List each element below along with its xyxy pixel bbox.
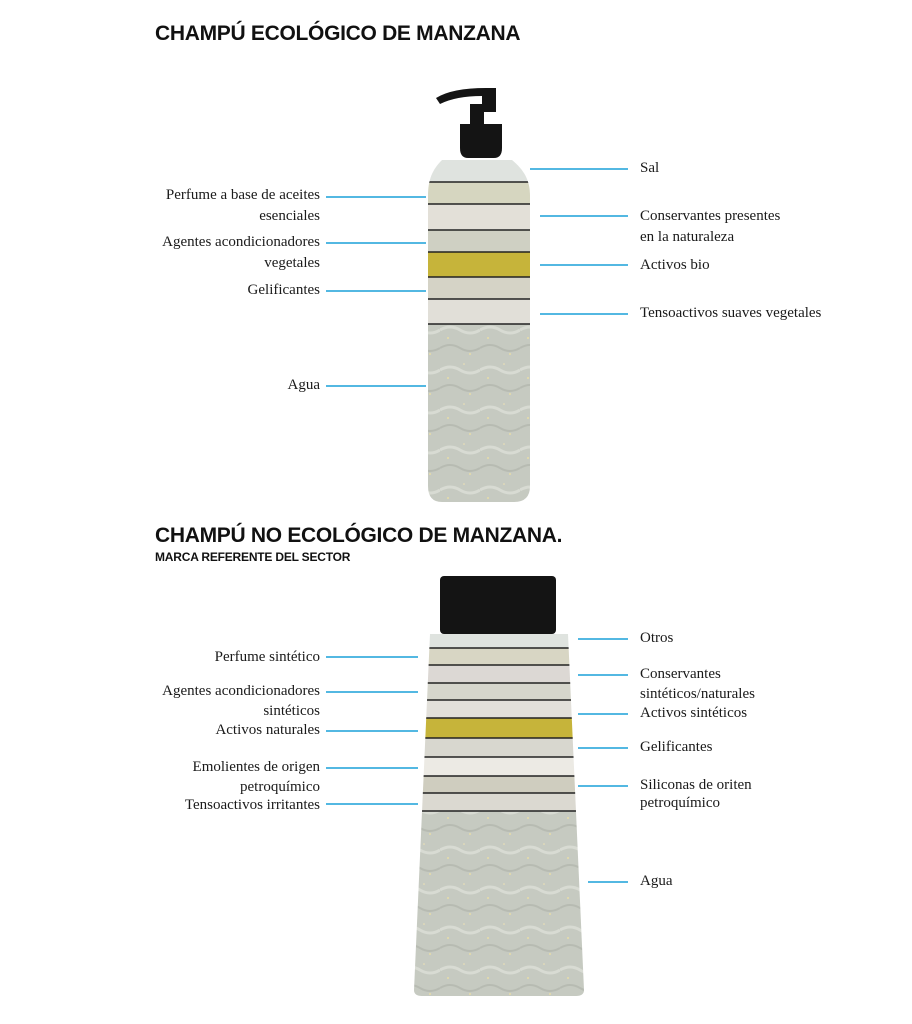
label-agua-noeco: Agua: [640, 873, 673, 889]
label-siliconas-l1: Siliconas de oriten: [640, 777, 752, 793]
label-conservantes-l2: en la naturaleza: [640, 229, 735, 245]
label-agua: Agua: [287, 377, 320, 393]
label-activos-sinteticos: Activos sintéticos: [640, 705, 748, 721]
label-tensoactivos-suaves: Tensoactivos suaves vegetales: [640, 305, 822, 321]
label-agentes-sint-l1: Agentes acondicionadores: [162, 683, 320, 699]
label-activos-bio: Activos bio: [640, 257, 710, 273]
label-conservantes-sint-l2: sintéticos/naturales: [640, 686, 755, 702]
label-perfume-l1: Perfume a base de aceites: [165, 187, 320, 203]
label-tensoactivos-irritantes: Tensoactivos irritantes: [184, 797, 320, 813]
label-conservantes-l1: Conservantes presentes: [640, 208, 781, 224]
label-sal: Sal: [640, 160, 660, 176]
label-activos-naturales: Activos naturales: [215, 722, 320, 738]
label-gelificantes-noeco: Gelificantes: [640, 739, 713, 755]
pump-head: [436, 88, 496, 112]
label-gelificantes: Gelificantes: [247, 282, 320, 298]
label-agentes-l2: vegetales: [264, 255, 320, 271]
label-conservantes-sint-l1: Conservantes: [640, 666, 721, 682]
noeco-subtitle: MARCA REFERENTE DEL SECTOR: [155, 550, 351, 564]
pump-neck: [470, 104, 484, 124]
noeco-tube: [405, 576, 595, 1001]
label-agentes-sint-l2: sintéticos: [263, 703, 320, 719]
label-emolientes-l2: petroquímico: [240, 779, 320, 795]
noeco-title: CHAMPÚ NO ECOLÓGICO DE MANZANA.: [155, 524, 563, 547]
eco-bottle: [420, 88, 540, 504]
bottle-cap: [460, 124, 502, 158]
label-perfume-l2: esenciales: [259, 208, 320, 224]
label-otros: Otros: [640, 630, 674, 646]
tube-cap: [440, 576, 556, 634]
label-siliconas-l2: petroquímico: [640, 795, 720, 811]
label-perfume-sintetico: Perfume sintético: [214, 649, 320, 665]
label-agentes-l1: Agentes acondicionadores: [162, 234, 320, 250]
label-emolientes-l1: Emolientes de origen: [192, 759, 320, 775]
eco-title: CHAMPÚ ECOLÓGICO DE MANZANA: [155, 22, 521, 45]
